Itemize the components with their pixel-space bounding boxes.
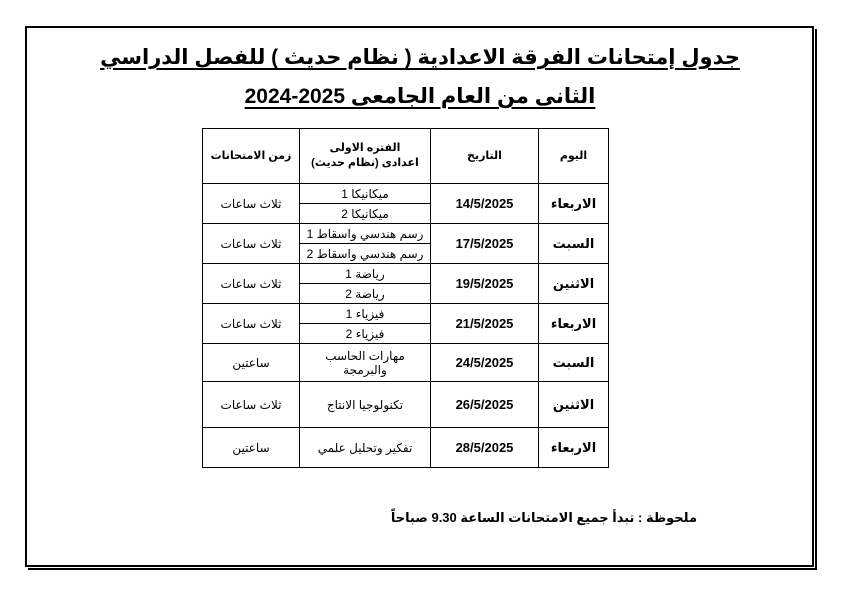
subject-cell: تكنولوجيا الانتاج (300, 382, 431, 428)
exam-schedule-table (202, 128, 609, 468)
subject-cell: رسم هندسي واسقاط 2 (300, 244, 431, 264)
date-cell: 26/5/2025 (431, 382, 539, 428)
header-duration: زمن الامتحانات (203, 129, 300, 184)
date-cell: 21/5/2025 (431, 304, 539, 344)
day-cell: السبت (539, 224, 609, 264)
header-period-line2: اعدادى (نظام حديث) (311, 157, 419, 169)
date-cell: 24/5/2025 (431, 344, 539, 382)
subject-cell: رياضة 1 (300, 264, 431, 284)
header-period (300, 129, 431, 184)
table-row (203, 304, 609, 324)
subject-cell: فيزياء 1 (300, 304, 431, 324)
header-period-line1: الفتره الاولى (329, 142, 401, 154)
day-cell: الاثنين (539, 264, 609, 304)
day-cell: الاربعاء (539, 184, 609, 224)
duration-cell: ثلاث ساعات (203, 224, 300, 264)
date-cell: 14/5/2025 (431, 184, 539, 224)
subject-cell: رياضة 2 (300, 284, 431, 304)
duration-cell: ثلاث ساعات (203, 304, 300, 344)
date-cell: 19/5/2025 (431, 264, 539, 304)
table-row (203, 224, 609, 244)
subject-cell: فيزياء 2 (300, 324, 431, 344)
duration-cell: ساعتين (203, 428, 300, 468)
subject-cell: رسم هندسي واسقاط 1 (300, 224, 431, 244)
day-cell: الاثنين (539, 382, 609, 428)
day-cell: الاربعاء (539, 304, 609, 344)
day-cell: السبت (539, 344, 609, 382)
day-cell: الاربعاء (539, 428, 609, 468)
subject-line2: والبرمجة (343, 362, 387, 377)
document-title-line2: الثانى من العام الجامعى 2025-2024 (244, 85, 596, 108)
duration-cell: ساعتين (203, 344, 300, 382)
table-row (203, 344, 609, 382)
table-row (203, 382, 609, 428)
date-cell: 17/5/2025 (431, 224, 539, 264)
table-row (203, 184, 609, 204)
document-title-line1: جدول إمتحانات الفرقة الاعدادية ( نظام حديث ) للفصل الدراسي (100, 46, 740, 69)
duration-cell: ثلاث ساعات (203, 184, 300, 224)
duration-cell: ثلاث ساعات (203, 264, 300, 304)
table-header-row (203, 129, 609, 184)
table-row (203, 428, 609, 468)
header-date: التاريخ (431, 129, 539, 184)
date-cell: 28/5/2025 (431, 428, 539, 468)
subject-cell: تفكير وتحليل علمي (300, 428, 431, 468)
subject-line1: مهارات الحاسب (325, 348, 405, 363)
duration-cell: ثلاث ساعات (203, 382, 300, 428)
table-row (203, 264, 609, 284)
header-day: اليوم (539, 129, 609, 184)
footnote: ملحوظة : تبدأ جميع الامتحانات الساعة 9.30 صباحاً (390, 510, 697, 525)
subject-cell: ميكانيكا 2 (300, 204, 431, 224)
subject-cell (300, 344, 431, 382)
subject-cell: ميكانيكا 1 (300, 184, 431, 204)
